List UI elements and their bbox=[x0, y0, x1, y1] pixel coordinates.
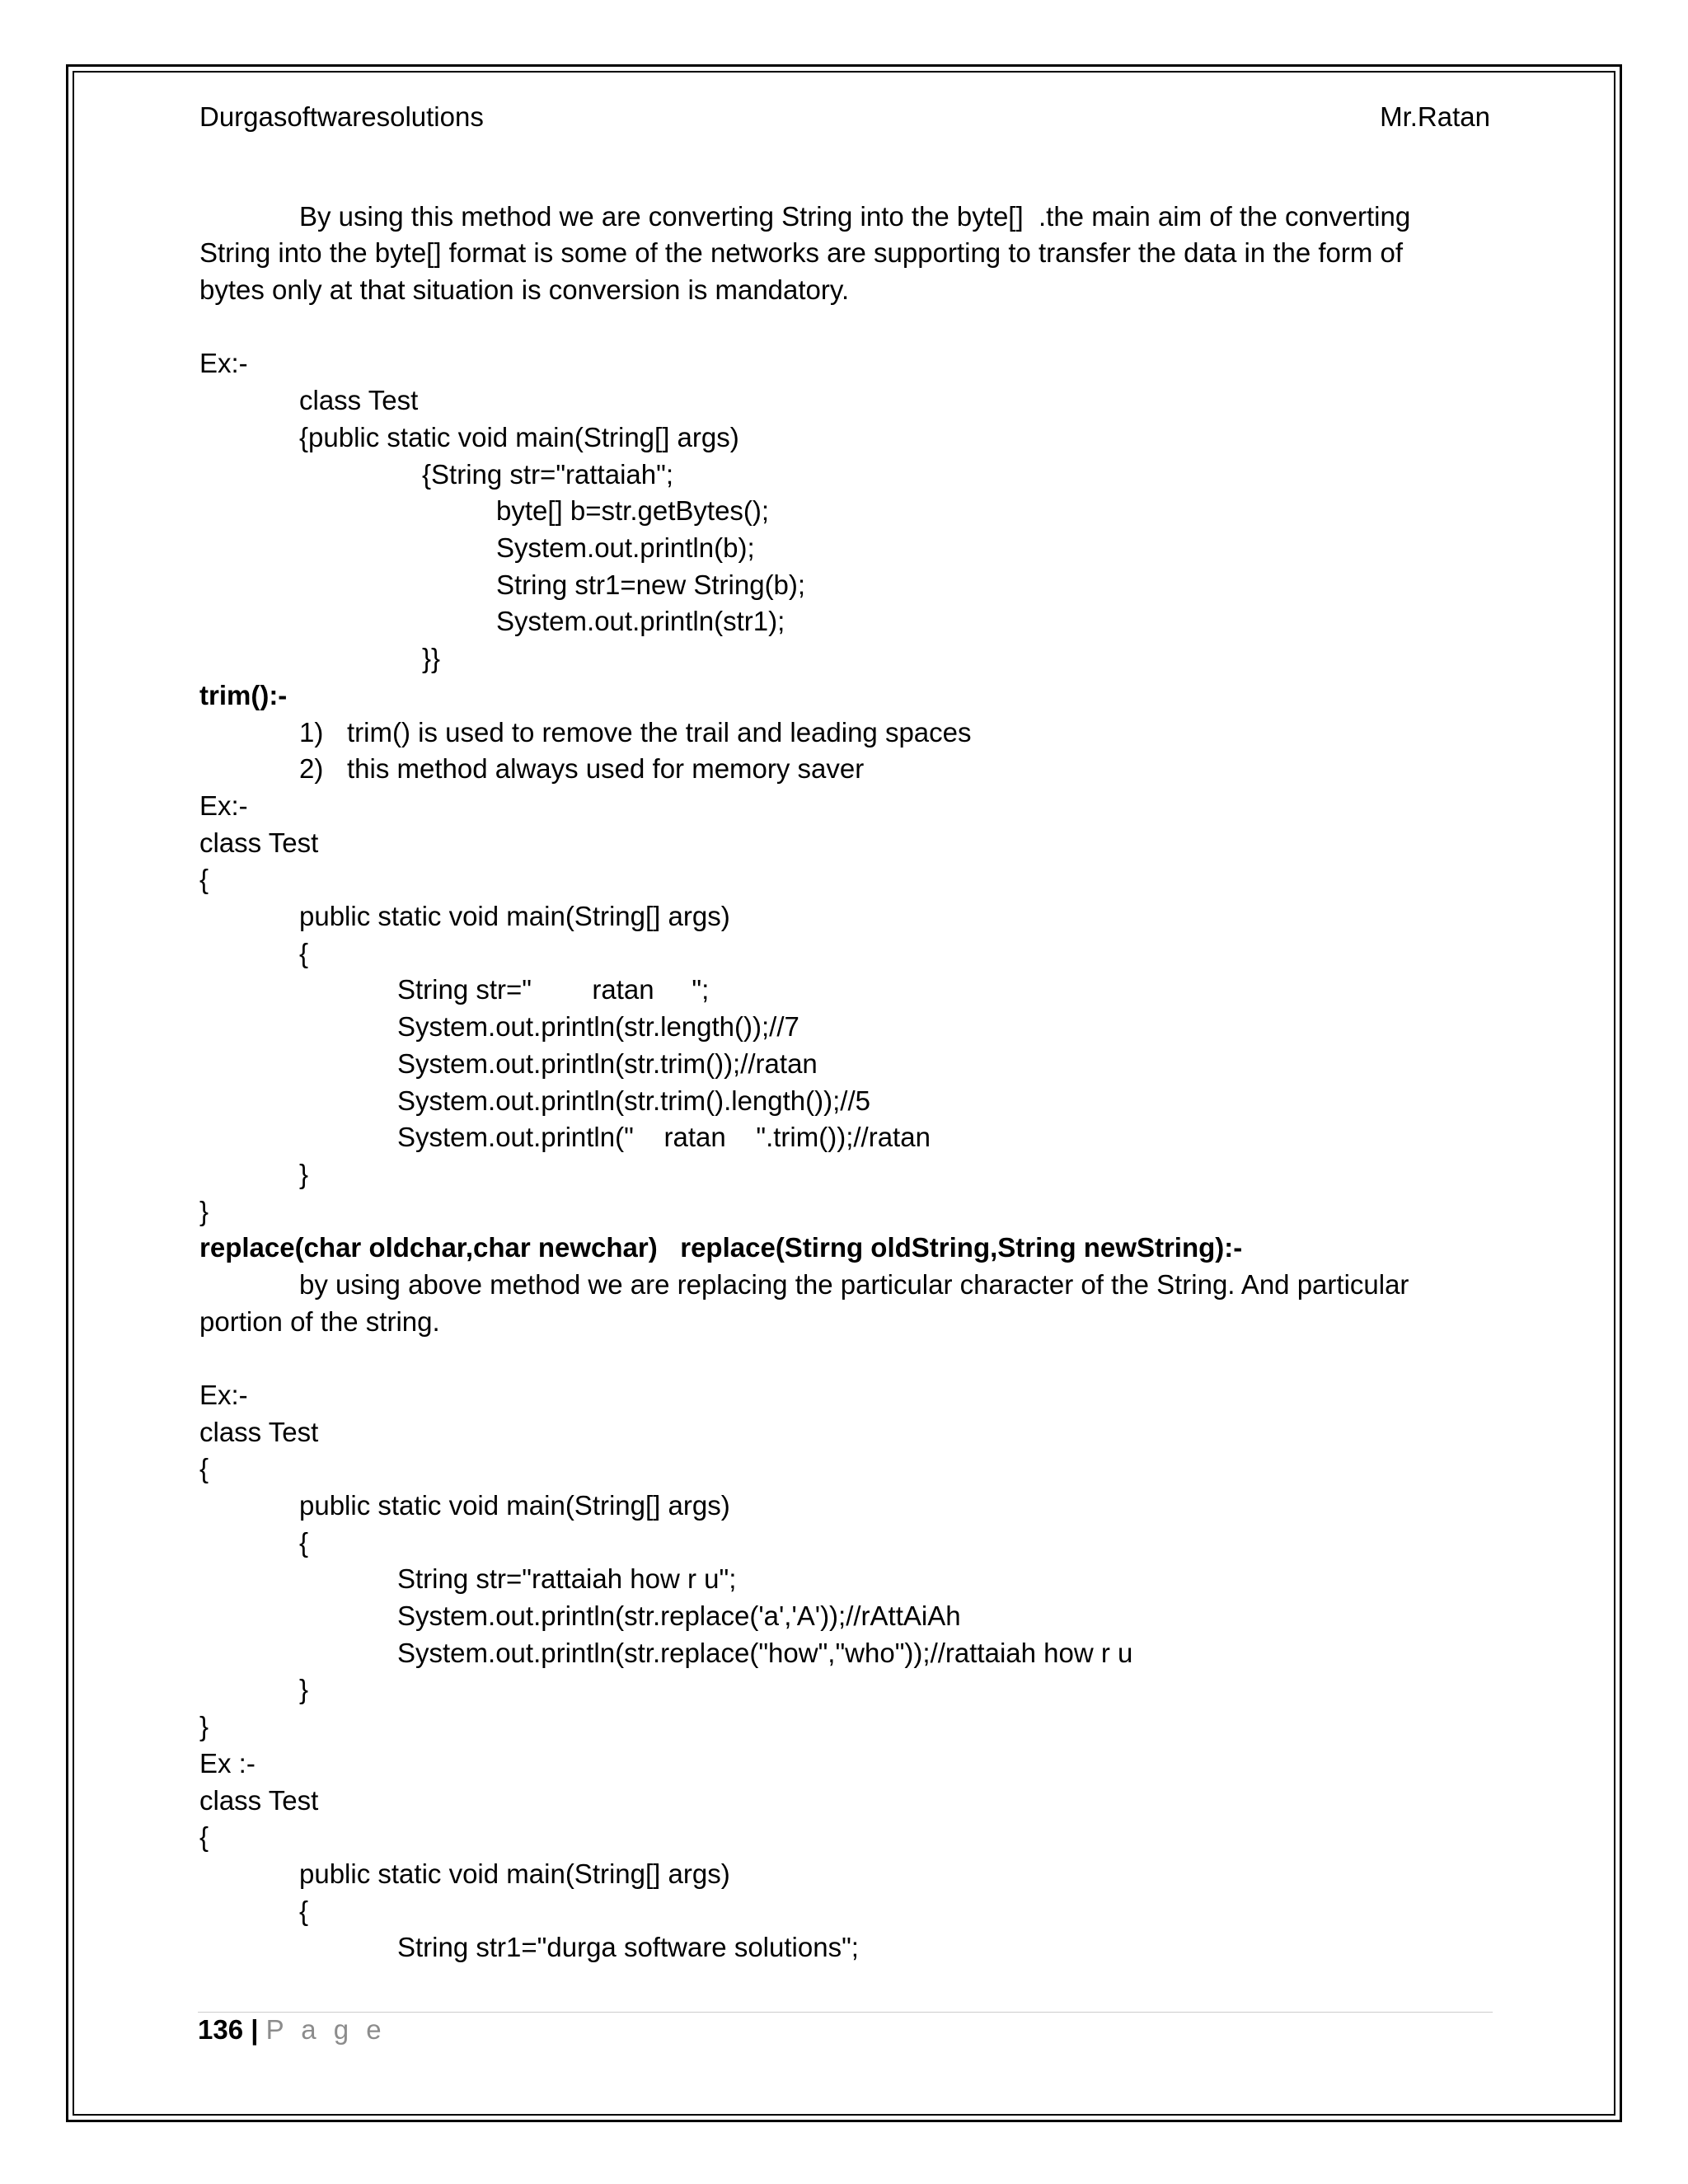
ex4-c4: { bbox=[299, 1896, 309, 1926]
ex1-c5: System.out.println(b); bbox=[496, 532, 755, 563]
ex2-c4: { bbox=[299, 938, 309, 968]
ex2-c3: public static void main(String[] args) bbox=[299, 901, 730, 931]
ex2-c6: System.out.println(str.length());//7 bbox=[397, 1011, 799, 1042]
ex3-c2: { bbox=[199, 1453, 209, 1483]
ex2-c10: } bbox=[299, 1159, 309, 1189]
ex2-c1: class Test bbox=[199, 827, 319, 858]
ex2-c7: System.out.println(str.trim());//ratan bbox=[397, 1048, 818, 1079]
ex3-c5: String str="rattaiah how r u"; bbox=[397, 1563, 737, 1594]
ex2-c5: String str=" ratan "; bbox=[397, 974, 710, 1005]
ex3-label: Ex:- bbox=[199, 1380, 248, 1410]
ex2-c9: System.out.println(" ratan ".trim());//ratan bbox=[397, 1122, 931, 1152]
header-right: Mr.Ratan bbox=[1380, 101, 1490, 132]
ex3-c7: System.out.println(str.replace("how","who"));//rattaiah how r u bbox=[397, 1638, 1133, 1668]
ex1-c3: {String str="rattaiah"; bbox=[422, 459, 673, 490]
replace-heading: replace(char oldchar,char newchar) replace(Stirng oldString,String newString):- bbox=[199, 1232, 1243, 1263]
ex2-c2: { bbox=[199, 864, 209, 894]
ex1-c7: System.out.println(str1); bbox=[496, 606, 785, 636]
ex3-c3: public static void main(String[] args) bbox=[299, 1490, 730, 1521]
ex1-c6: String str1=new String(b); bbox=[496, 569, 806, 600]
ex4-label: Ex :- bbox=[199, 1748, 256, 1779]
trim-heading: trim():- bbox=[199, 680, 288, 710]
ex1-label: Ex:- bbox=[199, 348, 248, 378]
ex4-c5: String str1="durga software solutions"; bbox=[397, 1932, 859, 1962]
ex4-c3: public static void main(String[] args) bbox=[299, 1858, 730, 1889]
ex3-c6: System.out.println(str.replace('a','A'));//rAttAiAh bbox=[397, 1601, 961, 1631]
ex3-c9: } bbox=[199, 1711, 209, 1741]
p2-l2: portion of the string. bbox=[199, 1306, 440, 1337]
trim-i1: trim() is used to remove the trail and leading spaces bbox=[347, 717, 972, 748]
ex4-c1: class Test bbox=[199, 1785, 319, 1816]
p1-l2: String into the byte[] format is some of the networks are supporting to transfer the data in the form of bbox=[199, 237, 1404, 268]
trim-i2: this method always used for memory saver bbox=[347, 753, 865, 784]
page-word: P a g e bbox=[265, 2014, 387, 2045]
ex3-c4: { bbox=[299, 1527, 309, 1558]
header-left: Durgasoftwaresolutions bbox=[199, 101, 484, 132]
ex3-c8: } bbox=[299, 1674, 309, 1704]
trim-i2-num: 2) bbox=[299, 753, 324, 784]
page-number: 136 bbox=[198, 2014, 244, 2045]
p2-l1: by using above method we are replacing the particular character of the String. And particular bbox=[299, 1269, 1409, 1300]
footer-separator: | bbox=[251, 2014, 259, 2045]
ex2-c8: System.out.println(str.trim().length());//5 bbox=[397, 1085, 870, 1116]
p1-l3: bytes only at that situation is conversion is mandatory. bbox=[199, 274, 850, 305]
ex2-label: Ex:- bbox=[199, 790, 248, 821]
p1-l1: By using this method we are converting String into the byte[] .the main aim of the converting bbox=[299, 201, 1411, 232]
ex1-c2: {public static void main(String[] args) bbox=[299, 422, 739, 452]
trim-i1-num: 1) bbox=[299, 717, 324, 748]
ex3-c1: class Test bbox=[199, 1417, 319, 1447]
page-footer bbox=[198, 2013, 387, 2046]
ex4-c2: { bbox=[199, 1821, 209, 1852]
ex1-c4: byte[] b=str.getBytes(); bbox=[496, 495, 770, 526]
ex2-c11: } bbox=[199, 1196, 209, 1226]
ex1-c8: }} bbox=[422, 643, 441, 673]
footer-divider bbox=[198, 2012, 1493, 2013]
ex1-c1: class Test bbox=[299, 385, 419, 415]
